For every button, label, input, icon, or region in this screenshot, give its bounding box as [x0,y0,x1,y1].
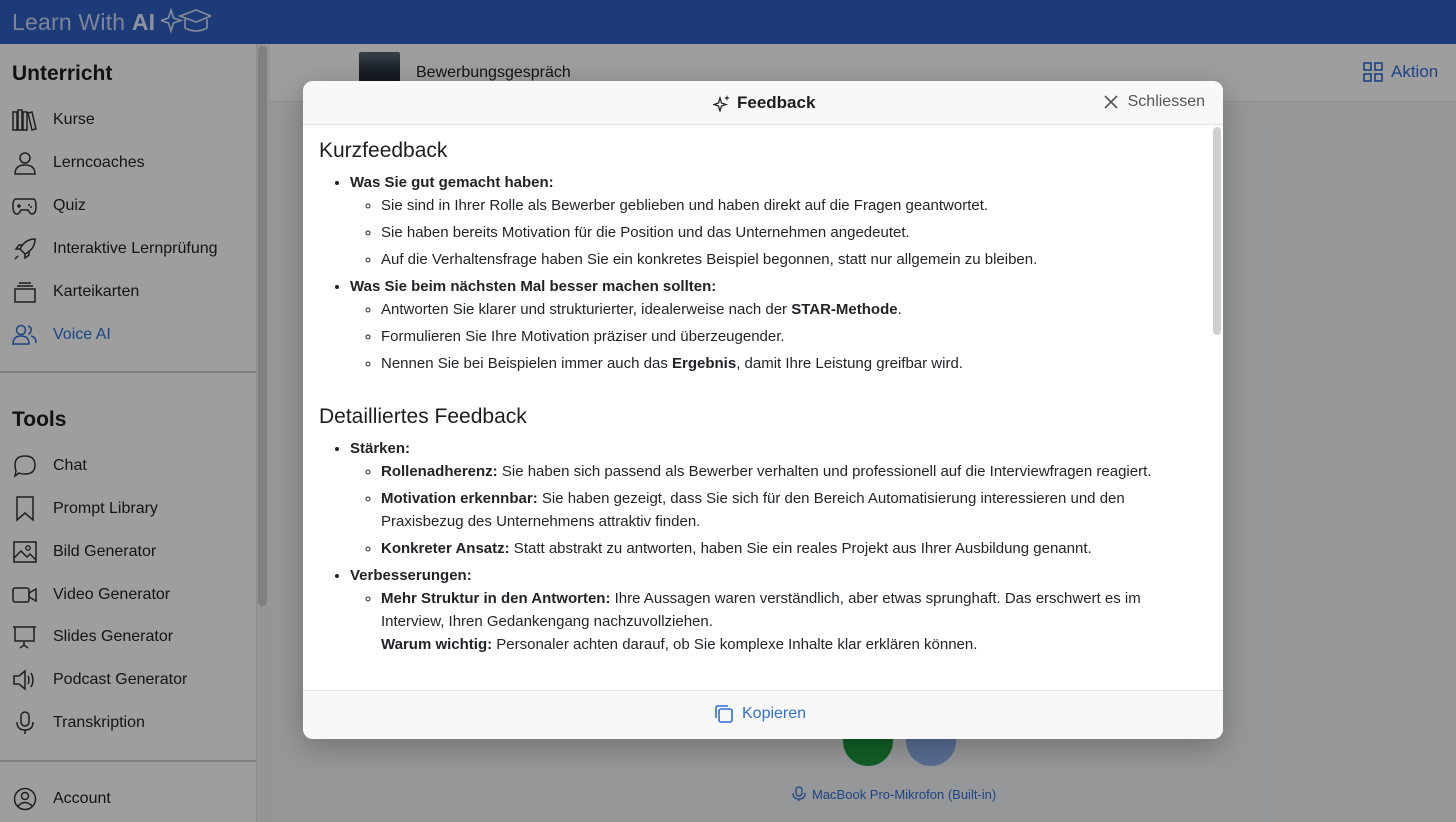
improvements-label: Verbesserungen: [350,567,472,584]
list-item [381,460,1193,483]
microphone-device-label: MacBook Pro-Mikrofon (Built-in) [812,786,997,802]
bold-text: Mehr Struktur in den Antworten: [381,590,611,607]
bold-text: Motivation erkennbar: [381,490,538,507]
copy-icon [714,704,734,724]
feedback-content[interactable] [303,125,1211,690]
strengths-label: Stärken: [350,440,411,457]
bold-text: STAR-Methode [791,301,898,318]
sidebar-item-label: Quiz [53,197,86,214]
list-item [381,537,1193,560]
sidebar-item-label: Transkription [53,714,145,731]
list-item [381,298,1193,321]
text: Personaler achten darauf, ob Sie komplexe Inhalte klar erklären können. [492,636,978,653]
list-item: ◦ Formulieren Sie Ihre Motivation präziser und überzeugender. [381,325,1193,348]
list-item [350,171,1193,271]
bold-text: Konkreter Ansatz: [381,540,510,557]
sidebar-item-label: Chat [53,457,87,474]
sidebar-item-label: Voice AI [53,326,111,343]
text: Statt abstrakt zu antworten, haben Sie ein reales Projekt aus Ihrer Ausbildung genannt. [509,540,1092,557]
list-item [381,352,1193,375]
detailed-feedback-heading: Detailliertes Feedback [319,405,527,428]
modal-scrollbar[interactable] [1213,127,1221,335]
text: Sie haben gezeigt, dass Sie sich für den Bereich Automatisierung interessieren und den Praxisbezug des Unternehmens attraktiv finden. [381,490,1125,530]
section-title-tools: Tools [12,408,67,431]
list-item: ◦ Sie haben bereits Motivation für die Position und das Unternehmen angedeutet. [381,221,1193,244]
list-item [350,437,1193,560]
list-item [381,587,1193,656]
text: Sie haben sich passend als Bewerber verhalten und professionell auf die Interviewfragen reagiert. [497,463,1152,480]
sidebar-item-label: Bild Generator [53,543,157,560]
sidebar-item-label: Karteikarten [53,283,140,300]
section-title-unterricht: Unterricht [12,62,113,85]
sidebar-item-label: Kurse [53,111,95,128]
session-title: Bewerbungsgespräch [416,64,571,81]
better-label: Was Sie beim nächsten Mal besser machen sollten: [350,278,717,295]
sparkles-icon [713,94,731,112]
bold-text: Ergebnis [672,355,737,372]
modal-footer [303,690,1223,739]
list-item [381,487,1193,533]
list-item: ◦ Auf die Verhaltensfrage haben Sie ein konkretes Beispiel begonnen, statt nur allgemein zu bleiben. [381,248,1193,271]
good-label: Was Sie gut gemacht haben: [350,174,554,191]
text: . [897,301,902,318]
copy-button[interactable] [714,704,806,724]
sidebar-item-label: Video Generator [53,586,171,603]
sidebar-item-label: Interaktive Lernprüfung [53,240,218,257]
brand-text: Learn With AI [12,8,156,35]
close-label: Schliessen [1127,93,1205,110]
feedback-modal [303,81,1223,739]
sidebar-item-label: Podcast Generator [53,671,188,688]
short-feedback-heading: Kurzfeedback [319,139,448,162]
copy-label: Kopieren [742,705,807,722]
list-item: ◦ Sie sind in Ihrer Rolle als Bewerber geblieben und haben direkt auf die Fragen geantwortet. [381,194,1193,217]
sidebar-item-label: Account [53,790,111,807]
text: Ihre Aussagen waren verständlich, aber etwas sprunghaft. Das erschwert es im Interview, Ihren Gedankengang nachzuvollziehen. [381,590,1141,630]
sidebar-item-label: Lerncoaches [53,154,145,171]
bold-text: Warum wichtig: [381,636,493,653]
action-label: Aktion [1391,62,1439,81]
close-icon [1104,95,1118,109]
text: Nennen Sie bei Beispielen immer auch das [381,355,672,372]
sidebar-item-label: Prompt Library [53,500,158,517]
text: Antworten Sie klarer und strukturierter, idealerweise nach der [381,301,792,318]
bold-text: Rollenadherenz: [381,463,498,480]
modal-header [303,81,1223,125]
list-item [350,564,1193,656]
list-item [350,275,1193,375]
text: , damit Ihre Leistung greifbar wird. [736,355,963,372]
modal-title-text: Feedback [737,93,816,112]
modal-title [713,93,815,113]
sidebar-item-label: Slides Generator [53,628,174,645]
close-button[interactable] [1104,93,1205,111]
